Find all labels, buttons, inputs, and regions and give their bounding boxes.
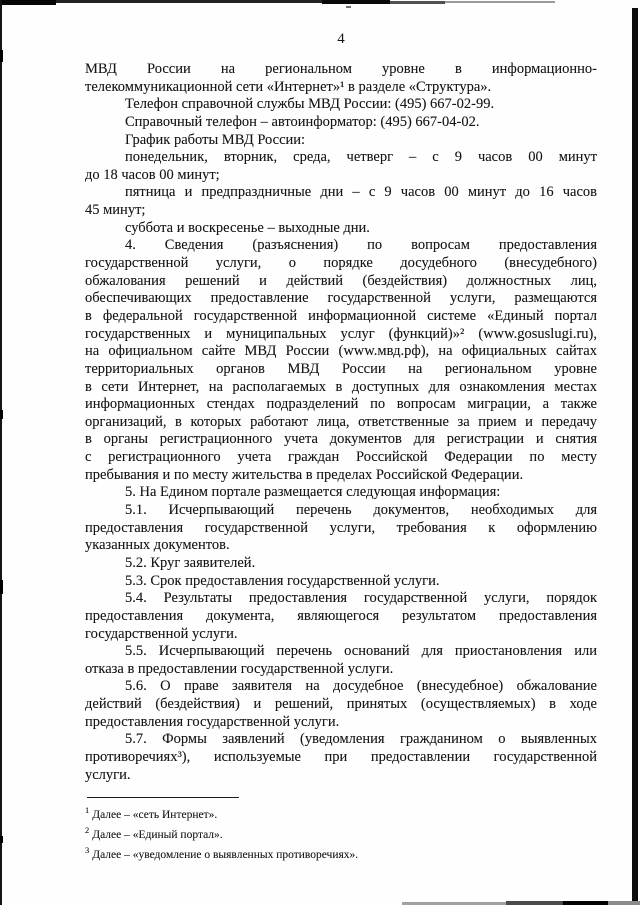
- text-line: информационных стендах подразделений по вопросам миграции, а также: [85, 396, 597, 413]
- footnote-marker: 3: [85, 845, 90, 856]
- text-line: услуги.: [85, 766, 131, 783]
- scan-border-top-segment: [390, 1, 445, 4]
- footnote-marker: 2: [85, 825, 90, 836]
- text-line: пребывания и по месту жительства в пределах Российской Федерации.: [85, 466, 524, 483]
- text-line: предоставления государственной услуги.: [85, 713, 340, 730]
- text-line: противоречиях³), используемые при предоставлении государственной: [85, 748, 597, 765]
- body-text: [85, 61, 597, 784]
- footnote-item: [85, 803, 597, 823]
- text-line: с регистрационного учета граждан Российской Федерации по месту: [85, 449, 597, 466]
- text-line: пятница и предпраздничные дни – с 9 часов 00 минут до 16 часов: [125, 184, 597, 201]
- text-line: 5.2. Круг заявителей.: [125, 554, 256, 571]
- text-line: государственных и муниципальных услуг (функций)»² (www.gosuslugi.ru),: [85, 325, 597, 342]
- text-line: Справочный телефон – автоинформатор: (495) 667-04-02.: [125, 113, 480, 130]
- text-line: Телефон справочной службы МВД России: (495) 667-02-99.: [125, 96, 495, 113]
- text-line: предоставления государственной услуги, требования к оформлению: [85, 519, 597, 536]
- text-line: отказа в предоставлении государственной услуги.: [85, 660, 394, 677]
- text-line: МВД России на региональном уровне в информационно-: [85, 61, 597, 77]
- text-line: обжалования решений и действий (бездействия) должностных лиц,: [85, 272, 597, 289]
- scan-border-bottom-segment: [506, 901, 563, 905]
- text-line: суббота и воскресенье – выходные дни.: [125, 219, 370, 236]
- text-line: действий (бездействия) и решений, принятых (осуществляемых) в ходе: [85, 696, 597, 713]
- text-line: 5.5. Исчерпывающий перечень оснований для приостановления или: [125, 643, 597, 660]
- text-line: организаций, в которых работают лица, ответственные за прием и передачу: [85, 413, 597, 430]
- text-line: указанных документов.: [85, 537, 230, 554]
- text-line: телекоммуникационной сети «Интернет»¹ в разделе «Структура».: [85, 78, 492, 95]
- text-line: 4. Сведения (разъяснения) по вопросам предоставления: [125, 237, 597, 254]
- text-line: 5.3. Срок предоставления государственной услуги.: [125, 572, 440, 589]
- scan-border-top-segment: [0, 0, 56, 5]
- footnote-separator: [87, 797, 239, 798]
- footnote-text: Далее – «сеть Интернет».: [92, 808, 218, 821]
- scan-border-left: [0, 0, 2, 905]
- text-line: понедельник, вторник, среда, четверг – с 9 часов 00 минут: [125, 149, 597, 166]
- scan-speck: [346, 6, 351, 8]
- scan-border-bottom-segment: [563, 901, 608, 905]
- footnote-item: [85, 823, 597, 843]
- text-line: 45 минут;: [85, 202, 146, 219]
- footnote-marker: 1: [85, 805, 90, 815]
- text-line: 5.1. Исчерпывающий перечень документов, необходимых для: [125, 502, 597, 519]
- text-line: предоставления документа, являющегося результатом предоставления: [85, 607, 597, 624]
- scan-blob: [0, 580, 3, 594]
- text-line: 5. На Едином портале размещается следующая информация:: [125, 484, 501, 501]
- text-line: 5.6. О праве заявителя на досудебное (внесудебное) обжалование: [125, 678, 597, 695]
- text-line: на официальном сайте МВД России (www.мвд.рф), на официальных сайтах: [85, 343, 597, 360]
- text-line: территориальных органов МВД России на региональном уровне: [85, 360, 597, 377]
- footnotes: [85, 803, 597, 863]
- text-line: в сети Интернет, на располагаемых в доступных для ознакомления местах: [85, 378, 597, 395]
- text-line: государственной услуги.: [85, 625, 238, 642]
- scan-blob: [0, 836, 3, 843]
- scan-border-top-segment: [322, 0, 390, 4]
- text-line: обеспечивающих предоставление государственной услуги, размещаются: [85, 290, 597, 307]
- scan-border-bottom-segment: [608, 901, 640, 905]
- footnote-item: [85, 843, 597, 863]
- footnote-text: Далее – «Единый портал».: [92, 828, 223, 841]
- scan-blob: [0, 410, 3, 419]
- text-line: 5.4. Результаты предоставления государственной услуги, порядок: [125, 590, 597, 607]
- text-line: до 18 часов 00 минут;: [85, 166, 220, 183]
- text-line: в федеральной государственной информационной системе «Единый портал: [85, 307, 597, 324]
- page-number: 4: [337, 31, 345, 47]
- scan-blob: [0, 50, 3, 62]
- scan-border-top-segment: [445, 1, 555, 3]
- footnote-text: Далее – «уведомление о выявленных противоречиях».: [92, 848, 359, 861]
- scan-border-top-segment: [56, 0, 322, 3]
- text-line: 5.7. Формы заявлений (уведомления гражданином о выявленных: [125, 731, 597, 748]
- scan-border-right: [632, 8, 638, 905]
- text-line: График работы МВД России:: [125, 131, 306, 148]
- text-line: государственной услуги, о порядке досудебного (внесудебного): [85, 255, 597, 272]
- text-line: в органы регистрационного учета документов для регистрации и снятия: [85, 431, 597, 448]
